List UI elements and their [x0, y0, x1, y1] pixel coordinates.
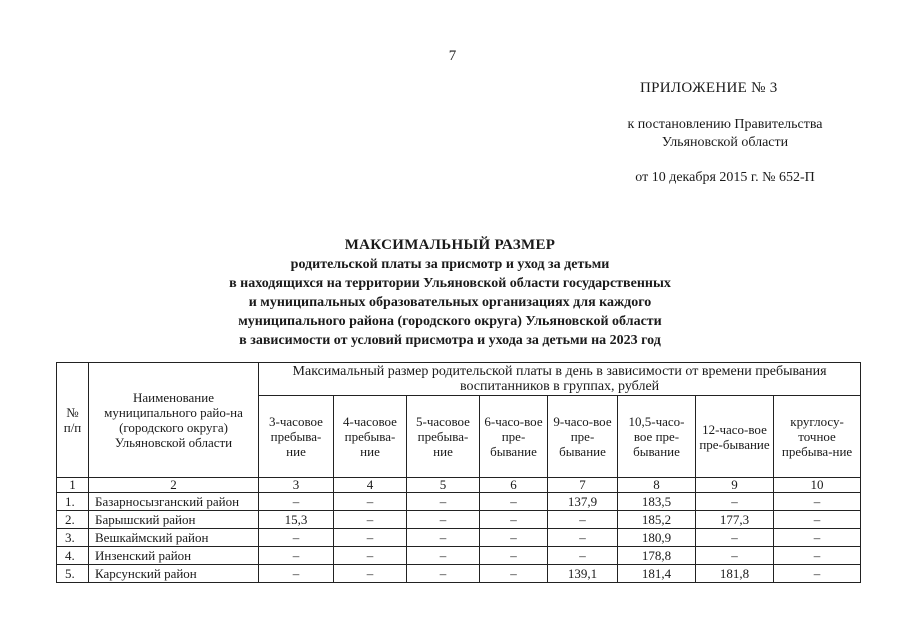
resolution-reference	[600, 116, 850, 152]
subheader-cell: 4-часовое пребыва-ние	[334, 396, 407, 478]
fee-value: –	[407, 565, 480, 583]
heading-line: в находящихся на территории Ульяновской области государственных	[229, 276, 671, 291]
index-cell: 5	[407, 478, 480, 493]
fee-value: –	[548, 529, 618, 547]
fee-value: –	[480, 511, 548, 529]
document-heading	[140, 236, 760, 350]
appendix-title: ПРИЛОЖЕНИЕ № 3	[640, 80, 778, 96]
table-row	[57, 511, 861, 529]
table-row	[57, 565, 861, 583]
row-number: 1.	[57, 493, 89, 511]
header-num: № п/п	[57, 363, 89, 478]
fee-value: –	[259, 547, 334, 565]
table-row	[57, 547, 861, 565]
row-number: 2.	[57, 511, 89, 529]
fee-value: –	[774, 511, 861, 529]
header-group: Максимальный размер родительской платы в день в зависимости от времени пребывания воспитанников в группах, рублей	[259, 363, 861, 396]
fee-value: 181,4	[618, 565, 696, 583]
row-number: 5.	[57, 565, 89, 583]
fee-value: –	[407, 511, 480, 529]
table-row	[57, 529, 861, 547]
fee-value: –	[334, 511, 407, 529]
fee-value: –	[334, 547, 407, 565]
subheader-cell: 12-часо-вое пре-бывание	[696, 396, 774, 478]
fee-value: –	[548, 511, 618, 529]
fee-value: 180,9	[618, 529, 696, 547]
fee-value: –	[774, 493, 861, 511]
fee-value: –	[259, 493, 334, 511]
header-row	[57, 363, 861, 396]
fee-value: –	[774, 565, 861, 583]
district-name: Инзенский район	[89, 547, 259, 565]
fee-value: –	[696, 493, 774, 511]
fee-value: 185,2	[618, 511, 696, 529]
index-cell: 4	[334, 478, 407, 493]
fee-value: 137,9	[548, 493, 618, 511]
fee-value: –	[774, 547, 861, 565]
table-body	[57, 493, 861, 583]
fee-value: –	[407, 493, 480, 511]
subheader-cell: 5-часовое пребыва-ние	[407, 396, 480, 478]
fee-value: 178,8	[618, 547, 696, 565]
heading-line: муниципального района (городского округа) Ульяновской области	[238, 314, 662, 329]
fee-value: 181,8	[696, 565, 774, 583]
fee-value: –	[774, 529, 861, 547]
district-name: Базарносызганский район	[89, 493, 259, 511]
fee-value: –	[548, 547, 618, 565]
index-cell: 10	[774, 478, 861, 493]
index-cell: 6	[480, 478, 548, 493]
fee-value: –	[259, 565, 334, 583]
fee-value: 183,5	[618, 493, 696, 511]
index-row	[57, 478, 861, 493]
subheader-cell: 6-часо-вое пре-бывание	[480, 396, 548, 478]
fee-value: –	[407, 547, 480, 565]
subheader-cell: круглосу-точное пребыва-ние	[774, 396, 861, 478]
fee-value: 177,3	[696, 511, 774, 529]
row-number: 3.	[57, 529, 89, 547]
resolution-ref-line1: к постановлению Правительства	[627, 117, 823, 132]
district-name: Вешкаймский район	[89, 529, 259, 547]
heading-line: родительской платы за присмотр и уход за детьми	[290, 257, 610, 272]
district-name: Барышский район	[89, 511, 259, 529]
heading-main-title: МАКСИМАЛЬНЫЙ РАЗМЕР	[344, 237, 556, 253]
index-cell: 1	[57, 478, 89, 493]
heading-line: и муниципальных образовательных организациях для каждого	[248, 295, 652, 310]
resolution-ref-line2: Ульяновской области	[661, 135, 789, 150]
district-name: Карсунский район	[89, 565, 259, 583]
fee-value: –	[407, 529, 480, 547]
resolution-date: от 10 декабря 2015 г. № 652-П	[635, 170, 815, 185]
subheader-cell: 10,5-часо-вое пре-бывание	[618, 396, 696, 478]
fee-value: –	[480, 493, 548, 511]
row-number: 4.	[57, 547, 89, 565]
fee-table	[56, 362, 861, 583]
fee-value: –	[334, 493, 407, 511]
index-cell: 3	[259, 478, 334, 493]
fee-value: –	[480, 547, 548, 565]
index-cell: 7	[548, 478, 618, 493]
fee-value: 15,3	[259, 511, 334, 529]
table-row	[57, 493, 861, 511]
index-cell: 2	[89, 478, 259, 493]
fee-value: –	[696, 529, 774, 547]
fee-value: –	[480, 529, 548, 547]
index-cell: 9	[696, 478, 774, 493]
subheader-cell: 9-часо-вое пре-бывание	[548, 396, 618, 478]
fee-value: –	[696, 547, 774, 565]
fee-value: –	[259, 529, 334, 547]
heading-line: в зависимости от условий присмотра и ухода за детьми на 2023 год	[239, 333, 661, 348]
subheader-cell: 3-часовое пребыва-ние	[259, 396, 334, 478]
fee-value: –	[334, 529, 407, 547]
fee-value: –	[334, 565, 407, 583]
page-number: 7	[448, 48, 457, 64]
fee-value: –	[480, 565, 548, 583]
index-cell: 8	[618, 478, 696, 493]
fee-value: 139,1	[548, 565, 618, 583]
header-name: Наименование муниципального райо-на (городского округа) Ульяновской области	[89, 363, 259, 478]
